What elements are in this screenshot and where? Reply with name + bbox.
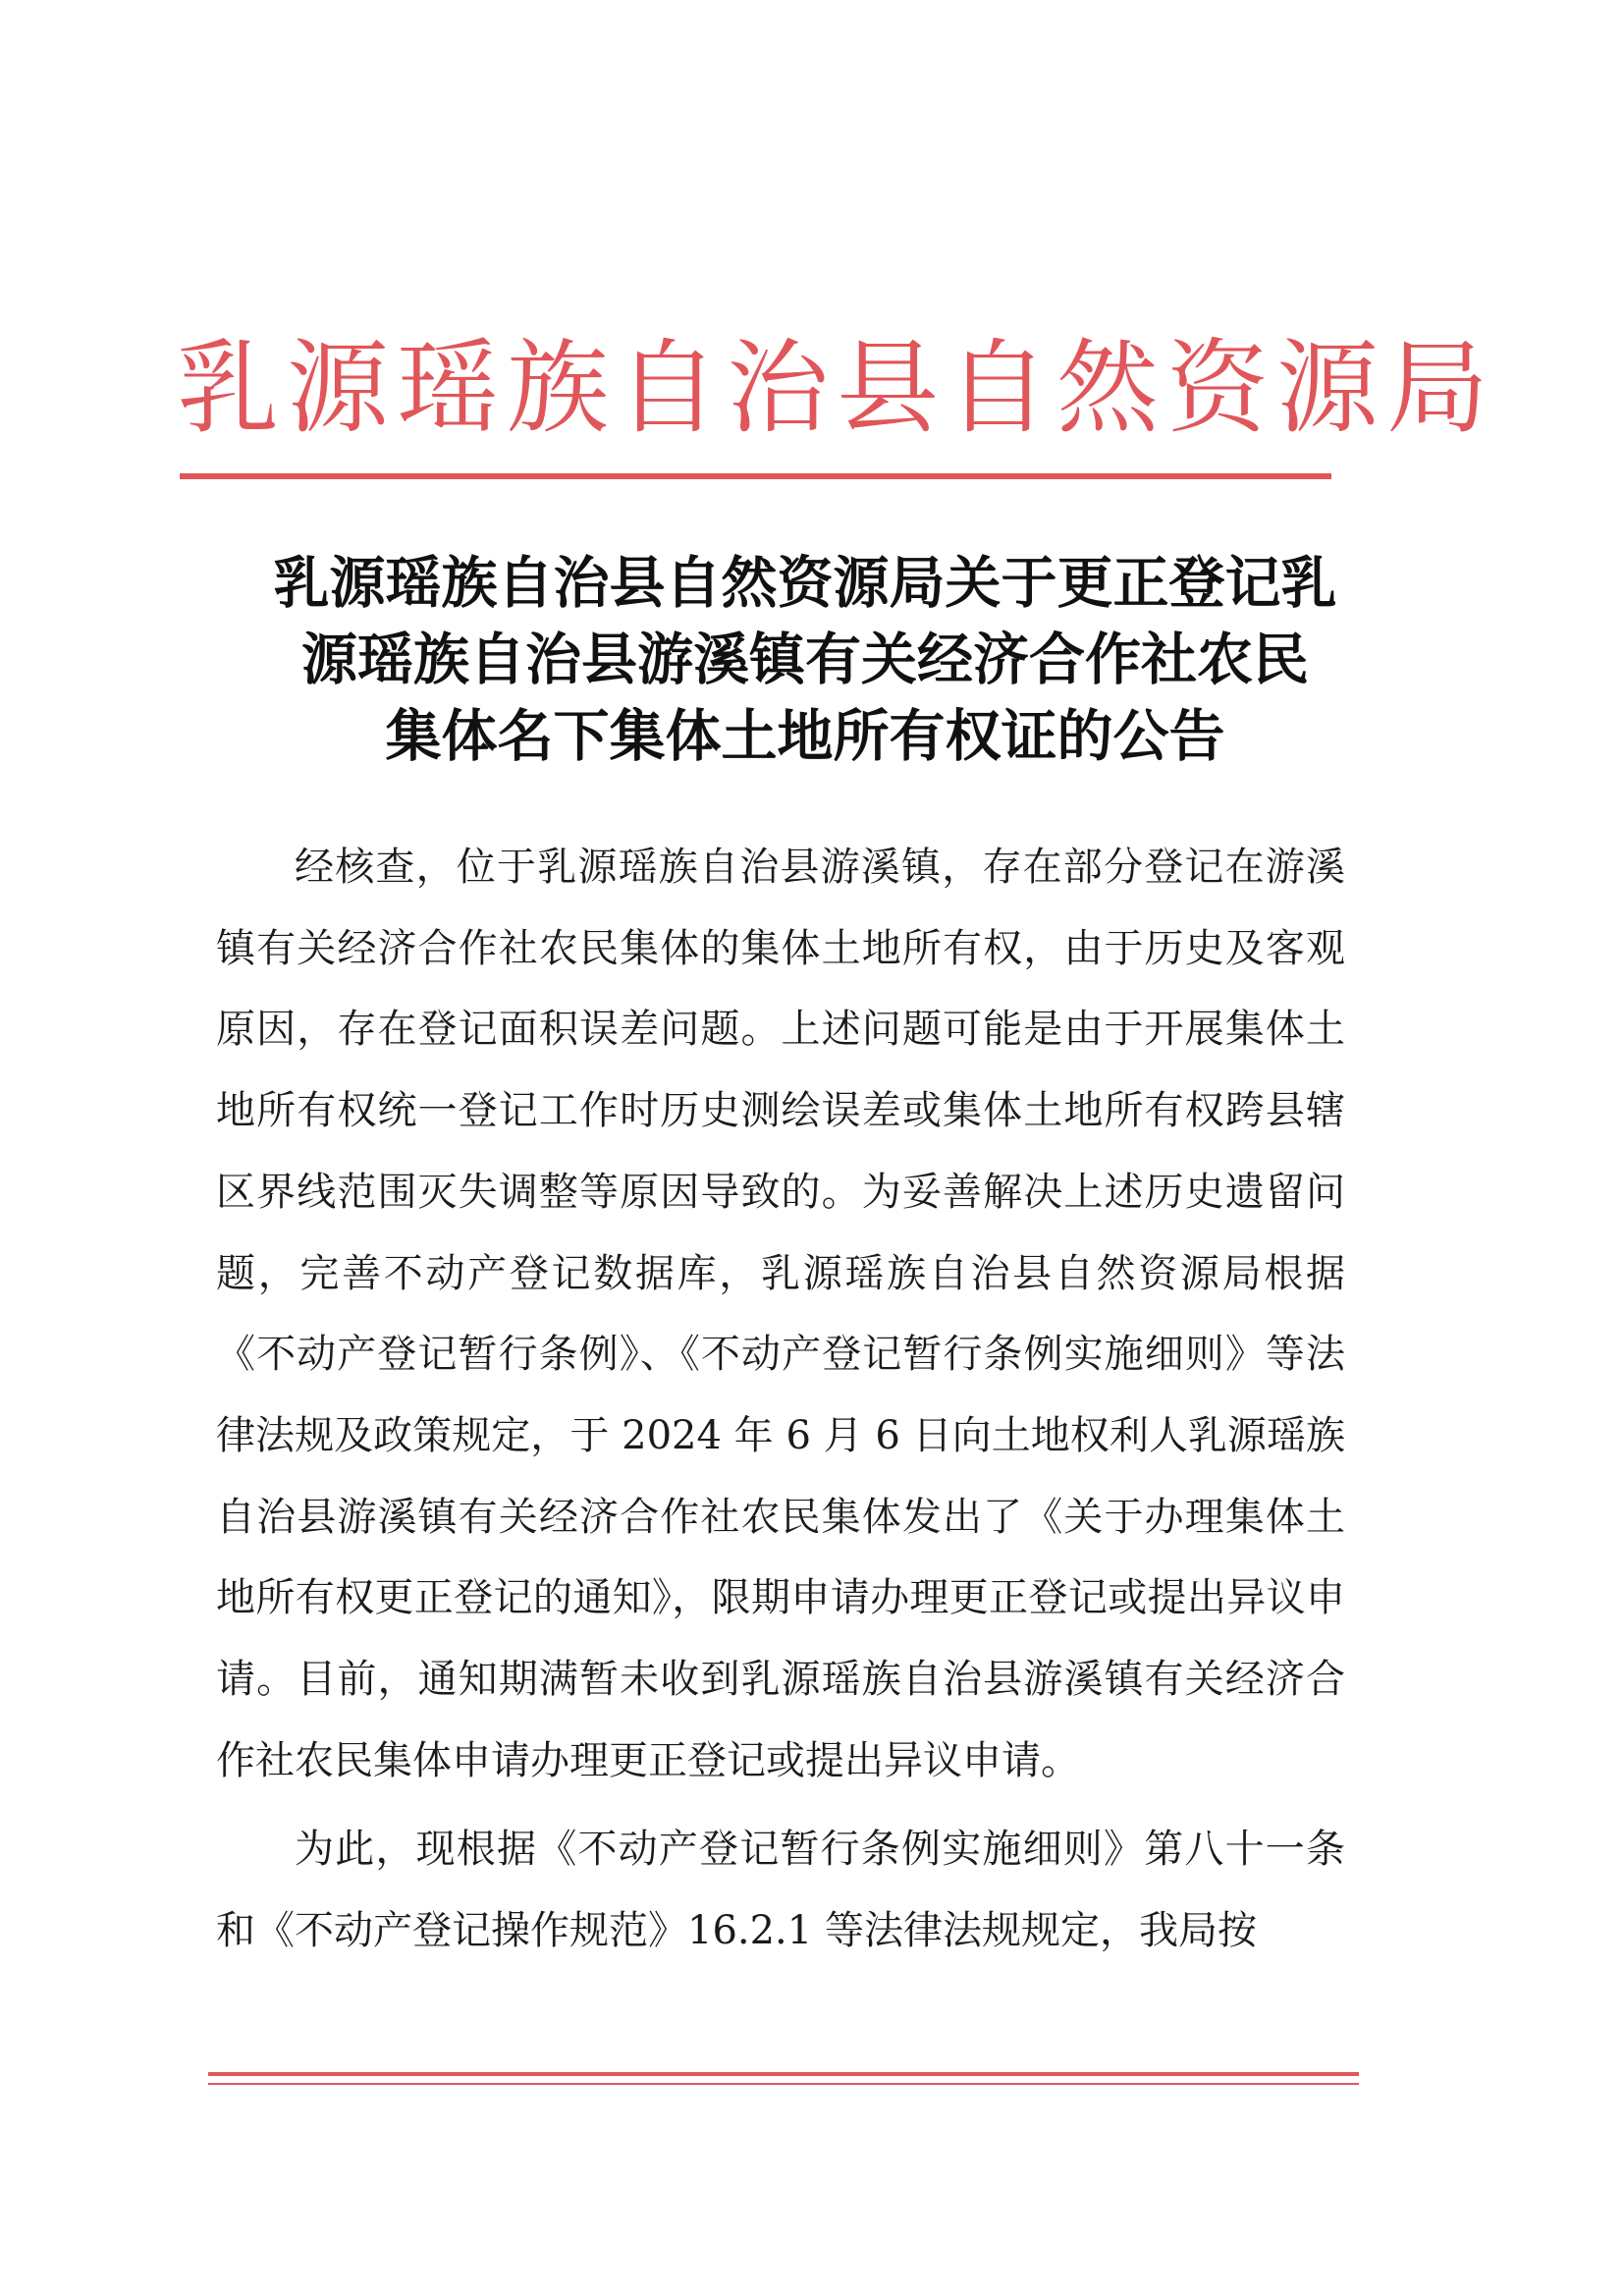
body-paragraph: 经核查，位于乳源瑶族自治县游溪镇，存在部分登记在游溪镇有关经济合作社农民集体的集体土地所有权，由于历史及客观原因，存在登记面积误差问题。上述问题可能是由于开展集体土地所有权统一登记工作时历史测绘误差或集体土地所有权跨县辖区界线范围灭失调整等原因导致的。为妥善解决上述历史遗留问题，完善不动产登记数据库，乳源瑶族自治县自然资源局根据《不动产登记暂行条例》、《不动产登记暂行条例实施细则》等法律法规及政策规定，于 2024 年 6 月 6 日向土地权利人乳源瑶族自治县游溪镇有关经济合作社农民集体发出了《关于办理集体土地所有权更正登记的通知》，限期申请办理更正登记或提出异议申请。目前，通知期满暂未收到乳源瑶族自治县游溪镇有关经济合作社农民集体申请办理更正登记或提出异议申请。 (216, 845, 1345, 1783)
footer-divider-thick (208, 2072, 1359, 2076)
footer-divider-thin (208, 2083, 1359, 2085)
body-paragraph: 为此，现根据《不动产登记暂行条例实施细则》第八十一条和《不动产登记操作规范》16.2.1 等法律法规规定，我局按 (216, 1827, 1345, 1954)
notice-body (216, 827, 1345, 1972)
notice-title-line: 乳源瑶族自治县自然资源局关于更正登记乳 (273, 550, 1337, 616)
notice-title (196, 545, 1414, 775)
notice-title-line: 集体名下集体土地所有权证的公告 (385, 703, 1225, 769)
agency-letterhead: 乳源瑶族自治县自然资源局 (177, 328, 1497, 448)
letterhead-divider (180, 473, 1331, 479)
notice-title-line: 源瑶族自治县游溪镇有关经济合作社农民 (301, 627, 1309, 692)
